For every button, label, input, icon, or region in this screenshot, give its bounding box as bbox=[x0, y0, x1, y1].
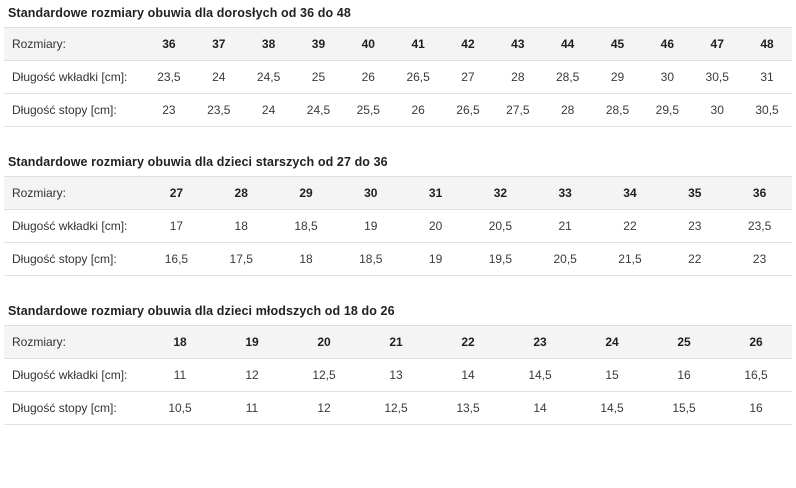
table-cell: 13,5 bbox=[456, 401, 480, 415]
table-cell: 16,5 bbox=[744, 368, 768, 382]
table-cell: 10,5 bbox=[168, 401, 192, 415]
size-header-cell: 19 bbox=[245, 335, 259, 349]
size-header-cell: 18 bbox=[173, 335, 187, 349]
table-cell: 30,5 bbox=[755, 103, 779, 117]
table-cell: 17,5 bbox=[229, 252, 253, 266]
size-section-younger-children bbox=[4, 298, 792, 425]
table-cell: 16 bbox=[677, 368, 691, 382]
table-cell: 16,5 bbox=[164, 252, 189, 266]
table-cell: 13 bbox=[389, 368, 403, 382]
size-header-cell: 36 bbox=[752, 186, 767, 200]
table-cell: 23 bbox=[688, 219, 702, 233]
table-cell: 12,5 bbox=[384, 401, 408, 415]
size-header-cell: 37 bbox=[212, 37, 226, 51]
table-cell: 24,5 bbox=[256, 70, 281, 84]
table-cell: 29 bbox=[610, 70, 625, 84]
table-cell: 27,5 bbox=[506, 103, 530, 117]
size-header-cell: 22 bbox=[461, 335, 475, 349]
table-cell: 14 bbox=[461, 368, 475, 382]
table-cell: 21,5 bbox=[618, 252, 642, 266]
table-cell: 26,5 bbox=[456, 103, 480, 117]
section-spacer bbox=[4, 127, 792, 149]
size-header-cell: 47 bbox=[710, 37, 724, 51]
table-cell: 22 bbox=[623, 219, 637, 233]
table-cell: 28,5 bbox=[555, 70, 580, 84]
size-header-cell: 20 bbox=[317, 335, 331, 349]
table-row bbox=[4, 359, 792, 392]
table-cell: 14,5 bbox=[528, 368, 552, 382]
row-label: Długość wkładki [cm]: bbox=[12, 219, 128, 233]
table-cell: 28,5 bbox=[605, 103, 630, 117]
table-cell: 26,5 bbox=[406, 70, 430, 84]
table-cell: 19 bbox=[364, 219, 378, 233]
table-cell: 11 bbox=[173, 368, 187, 382]
size-header-cell: 38 bbox=[261, 37, 276, 51]
table-cell: 24,5 bbox=[306, 103, 331, 117]
table-cell: 26 bbox=[361, 70, 375, 84]
table-cell: 12 bbox=[317, 401, 331, 415]
size-header-cell: 46 bbox=[660, 37, 675, 51]
table-cell: 30,5 bbox=[705, 70, 729, 84]
size-header-cell: 27 bbox=[169, 186, 184, 200]
size-header-cell: 43 bbox=[511, 37, 525, 51]
size-table-younger-children bbox=[4, 325, 792, 425]
table-cell: 12,5 bbox=[312, 368, 336, 382]
table-cell: 18 bbox=[234, 219, 248, 233]
row-label: Długość stopy [cm]: bbox=[12, 103, 117, 117]
table-cell: 29,5 bbox=[655, 103, 680, 117]
size-header-cell: 31 bbox=[428, 186, 443, 200]
table-cell: 23,5 bbox=[207, 103, 231, 117]
size-header-cell: 29 bbox=[299, 186, 313, 200]
row-label: Długość stopy [cm]: bbox=[12, 252, 117, 266]
table-row bbox=[4, 94, 792, 127]
table-cell: 21 bbox=[558, 219, 572, 233]
table-cell: 12 bbox=[245, 368, 259, 382]
size-header-cell: 26 bbox=[749, 335, 763, 349]
table-cell: 31 bbox=[760, 70, 774, 84]
table-cell: 27 bbox=[461, 70, 475, 84]
table-cell: 23 bbox=[752, 252, 767, 266]
size-header-cell: 25 bbox=[677, 335, 691, 349]
size-header-cell: 42 bbox=[461, 37, 475, 51]
table-cell: 16 bbox=[749, 401, 763, 415]
row-label: Długość stopy [cm]: bbox=[12, 401, 117, 415]
size-header-cell: 48 bbox=[760, 37, 774, 51]
size-header-cell: 36 bbox=[162, 37, 176, 51]
table-cell: 25,5 bbox=[356, 103, 380, 117]
table-cell: 23,5 bbox=[157, 70, 181, 84]
table-header-row bbox=[4, 28, 792, 61]
size-section-adults bbox=[4, 0, 792, 127]
section-spacer bbox=[4, 276, 792, 298]
table-header-row bbox=[4, 177, 792, 210]
section-title-adults: Standardowe rozmiary obuwia dla dorosłych od 36 do 48 bbox=[8, 6, 351, 20]
table-cell: 24 bbox=[261, 103, 276, 117]
section-title-older-children: Standardowe rozmiary obuwia dla dzieci starszych od 27 do 36 bbox=[8, 155, 388, 169]
table-cell: 18,5 bbox=[359, 252, 383, 266]
size-header-cell: 24 bbox=[605, 335, 619, 349]
row-label: Długość wkładki [cm]: bbox=[12, 70, 128, 84]
table-row bbox=[4, 243, 792, 276]
table-row bbox=[4, 392, 792, 425]
table-cell: 14 bbox=[533, 401, 547, 415]
size-header-cell: 44 bbox=[560, 37, 575, 51]
table-cell: 28 bbox=[560, 103, 575, 117]
table-cell: 20,5 bbox=[488, 219, 513, 233]
table-cell: 22 bbox=[688, 252, 702, 266]
table-cell: 17 bbox=[169, 219, 184, 233]
size-header-cell: 21 bbox=[389, 335, 403, 349]
size-header-cell: 39 bbox=[311, 37, 326, 51]
size-header-cell: 35 bbox=[688, 186, 702, 200]
section-title-younger-children: Standardowe rozmiary obuwia dla dzieci młodszych od 18 do 26 bbox=[8, 304, 395, 318]
size-header-cell: 28 bbox=[234, 186, 248, 200]
table-cell: 23,5 bbox=[747, 219, 772, 233]
table-cell: 20,5 bbox=[553, 252, 577, 266]
table-header-row bbox=[4, 326, 792, 359]
table-row bbox=[4, 210, 792, 243]
table-cell: 23 bbox=[162, 103, 176, 117]
table-cell: 30 bbox=[710, 103, 724, 117]
table-cell: 24 bbox=[212, 70, 226, 84]
table-cell: 30 bbox=[660, 70, 675, 84]
table-cell: 11 bbox=[245, 401, 259, 415]
size-table-adults bbox=[4, 27, 792, 127]
table-cell: 15 bbox=[605, 368, 619, 382]
table-cell: 15,5 bbox=[672, 401, 696, 415]
table-cell: 25 bbox=[311, 70, 326, 84]
table-cell: 18 bbox=[299, 252, 313, 266]
size-table-older-children bbox=[4, 176, 792, 276]
size-section-older-children bbox=[4, 149, 792, 276]
table-cell: 18,5 bbox=[294, 219, 318, 233]
size-header-cell: 33 bbox=[558, 186, 572, 200]
table-row bbox=[4, 61, 792, 94]
size-header-cell: 23 bbox=[533, 335, 547, 349]
header-label: Rozmiary: bbox=[12, 37, 67, 51]
table-cell: 14,5 bbox=[600, 401, 624, 415]
table-cell: 28 bbox=[511, 70, 525, 84]
row-label: Długość wkładki [cm]: bbox=[12, 368, 128, 382]
size-header-cell: 40 bbox=[361, 37, 375, 51]
table-cell: 19,5 bbox=[488, 252, 513, 266]
size-header-cell: 41 bbox=[411, 37, 425, 51]
header-label: Rozmiary: bbox=[12, 335, 67, 349]
table-cell: 20 bbox=[428, 219, 443, 233]
table-cell: 26 bbox=[411, 103, 425, 117]
table-cell: 19 bbox=[428, 252, 443, 266]
size-header-cell: 45 bbox=[610, 37, 625, 51]
size-header-cell: 30 bbox=[364, 186, 378, 200]
size-header-cell: 34 bbox=[623, 186, 637, 200]
header-label: Rozmiary: bbox=[12, 186, 67, 200]
size-header-cell: 32 bbox=[493, 186, 508, 200]
